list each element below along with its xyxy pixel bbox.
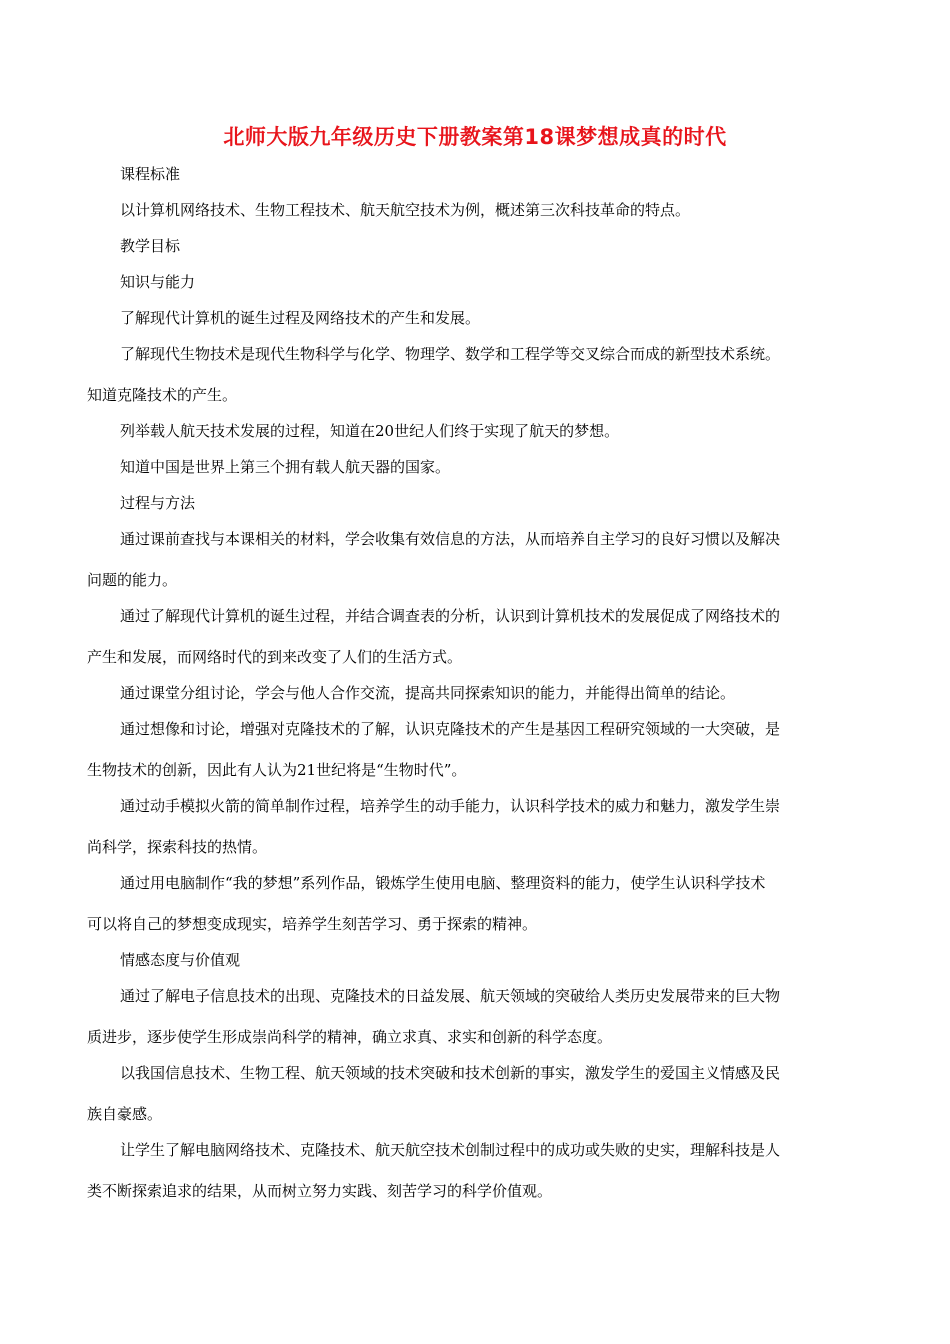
paragraph-line: 列举载人航天技术发展的过程，知道在20世纪人们终于实现了航天的梦想。 (120, 422, 620, 440)
paragraph-line: 了解现代计算机的诞生过程及网络技术的产生和发展。 (120, 309, 481, 327)
paragraph-line: 让学生了解电脑网络技术、克隆技术、航天航空技术创制过程中的成功或失败的史实，理解科技是人 (120, 1141, 781, 1159)
paragraph-line: 质进步，逐步使学生形成崇尚科学的精神，确立求真、求实和创新的科学态度。 (87, 1028, 613, 1046)
paragraph-line: 通过用电脑制作“我的梦想”系列作品，锻炼学生使用电脑、整理资料的能力，使学生认识科学技术 (120, 874, 766, 892)
heading-teaching-goals: 教学目标 (120, 237, 181, 255)
paragraph-line: 以计算机网络技术、生物工程技术、航天航空技术为例，概述第三次科技革命的特点。 (120, 201, 691, 219)
paragraph-line: 尚科学，探索科技的热情。 (87, 838, 268, 856)
paragraph-line: 通过想像和讨论，增强对克隆技术的了解，认识克隆技术的产生是基因工程研究领域的一大突破，是 (120, 720, 781, 738)
paragraph-line: 知道克隆技术的产生。 (87, 386, 238, 404)
paragraph-line: 通过课前查找与本课相关的材料，学会收集有效信息的方法，从而培养自主学习的良好习惯以及解决 (120, 530, 781, 548)
paragraph-line: 以我国信息技术、生物工程、航天领域的技术突破和技术创新的事实，激发学生的爱国主义情感及民 (120, 1064, 781, 1082)
paragraph-line: 族自豪感。 (87, 1105, 163, 1123)
paragraph-line: 类不断探索追求的结果，从而树立努力实践、刻苦学习的科学价值观。 (87, 1182, 553, 1200)
paragraph-line: 生物技术的创新，因此有人认为21世纪将是“生物时代”。 (87, 761, 467, 779)
paragraph-line: 可以将自己的梦想变成现实，培养学生刻苦学习、勇于探索的精神。 (87, 915, 538, 933)
paragraph-line: 了解现代生物技术是现代生物科学与化学、物理学、数学和工程学等交叉综合而成的新型技术系统。 (120, 345, 781, 363)
paragraph-line: 通过了解现代计算机的诞生过程，并结合调查表的分析，认识到计算机技术的发展促成了网络技术的 (120, 607, 781, 625)
paragraph-line: 问题的能力。 (87, 571, 178, 589)
paragraph-line: 知道中国是世界上第三个拥有载人航天器的国家。 (120, 458, 451, 476)
heading-knowledge-ability: 知识与能力 (120, 273, 196, 291)
document-title: 北师大版九年级历史下册教案第18课梦想成真的时代 (223, 125, 727, 149)
heading-emotion-values: 情感态度与价值观 (120, 951, 241, 969)
paragraph-line: 通过课堂分组讨论，学会与他人合作交流，提高共同探索知识的能力，并能得出简单的结论。 (120, 684, 736, 702)
paragraph-line: 通过了解电子信息技术的出现、克隆技术的日益发展、航天领域的突破给人类历史发展带来的巨大物 (120, 987, 781, 1005)
paragraph-line: 通过动手模拟火箭的简单制作过程，培养学生的动手能力，认识科学技术的威力和魅力，激发学生崇 (120, 797, 781, 815)
heading-course-standard: 课程标准 (120, 165, 181, 183)
paragraph-line: 产生和发展，而网络时代的到来改变了人们的生活方式。 (87, 648, 463, 666)
heading-process-method: 过程与方法 (120, 494, 196, 512)
